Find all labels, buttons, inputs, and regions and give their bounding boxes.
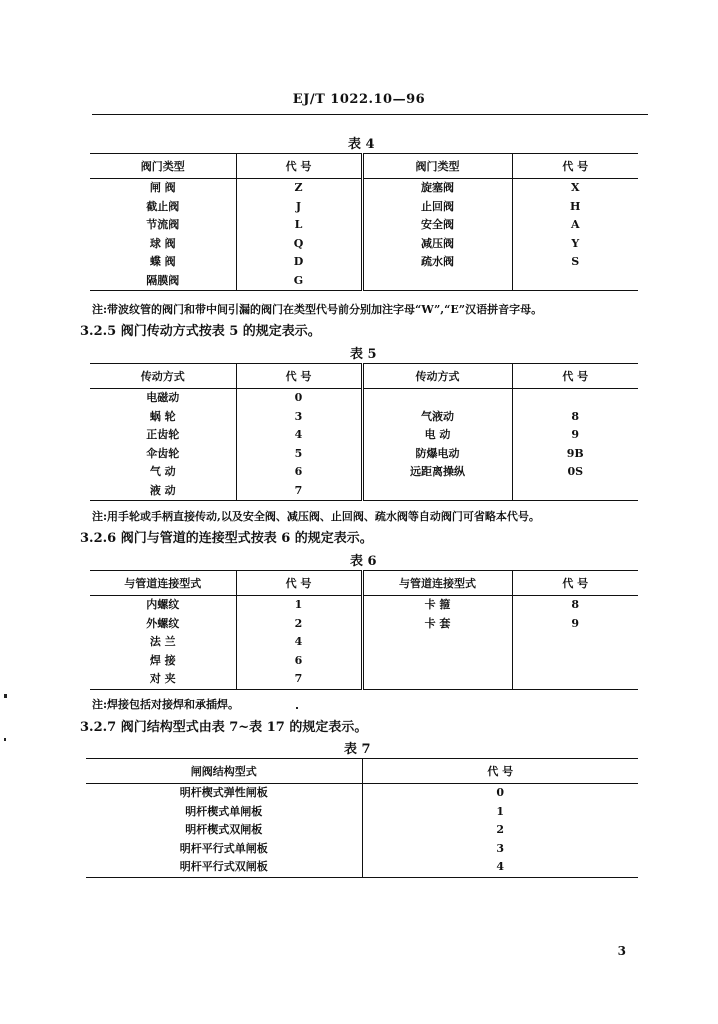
table4-cell: 止回阀 xyxy=(362,198,512,217)
table4-cell: 隔膜阀 xyxy=(90,272,236,291)
table5-row xyxy=(90,482,638,501)
table5-cell: 液 动 xyxy=(90,482,236,501)
table4-cell: Z xyxy=(236,179,362,198)
table6 xyxy=(90,570,638,690)
table7-row xyxy=(86,858,638,877)
table7-cell: 明杆楔式双闸板 xyxy=(86,821,362,840)
table5-cell: 4 xyxy=(236,426,362,445)
table5-cell xyxy=(512,482,638,501)
table6-row xyxy=(90,670,638,689)
table5-row xyxy=(90,463,638,482)
table6-cell: 卡 套 xyxy=(362,615,512,634)
table5-row xyxy=(90,389,638,408)
table4-cell: J xyxy=(236,198,362,217)
table6-cell xyxy=(362,670,512,689)
table4-cell: 疏水阀 xyxy=(362,253,512,272)
table4-cell: 安全阀 xyxy=(362,216,512,235)
table4-caption: 表 4 xyxy=(348,137,375,152)
table7-cell: 3 xyxy=(496,841,505,855)
table5-row xyxy=(90,426,638,445)
table5-cell: 5 xyxy=(236,445,362,464)
table5-cell: 8 xyxy=(571,409,580,423)
table5-header-cell: 传动方式 xyxy=(90,364,236,389)
table5-cell xyxy=(512,389,638,408)
table4-cell: 截止阀 xyxy=(90,198,236,217)
table6-header-cell: 与管道连接型式 xyxy=(90,571,236,596)
table5-row xyxy=(90,445,638,464)
table4 xyxy=(90,153,638,291)
table4-header-cell: 阀门类型 xyxy=(90,154,236,179)
table4-cell: D xyxy=(236,253,362,272)
table5-cell xyxy=(362,482,512,501)
table4-row xyxy=(90,272,638,291)
table5-caption: 表 5 xyxy=(350,347,377,362)
table6-cell xyxy=(362,633,512,652)
table5-cell: 0 xyxy=(236,389,362,408)
table6-cell: 焊 接 xyxy=(90,652,236,671)
table6-cell xyxy=(512,633,638,652)
table5-cell xyxy=(362,389,512,408)
table7-cell: 明杆楔式弹性闸板 xyxy=(86,784,362,803)
header-rule xyxy=(92,114,648,115)
table6-cell: 8 xyxy=(571,598,580,611)
table7-caption: 表 7 xyxy=(344,742,371,757)
table7-cell: 明杆平行式双闸板 xyxy=(86,858,362,877)
table7-row xyxy=(86,840,638,859)
table6-cell: 1 xyxy=(236,596,362,615)
table5-cell: 7 xyxy=(236,482,362,501)
table5-cell: 9 xyxy=(571,428,580,441)
section-3-2-7: 3.2.7 阀门结构型式由表 7~表 17 的规定表示。 xyxy=(80,720,368,735)
table5-cell: 3 xyxy=(236,408,362,427)
table4-cell: H xyxy=(570,199,581,213)
table4-cell: 闸 阀 xyxy=(90,179,236,198)
table6-note: 注:焊接包括对接焊和承插焊。 xyxy=(92,698,240,711)
table4-cell: S xyxy=(571,255,580,268)
section-3-2-6: 3.2.6 阀门与管道的连接型式按表 6 的规定表示。 xyxy=(80,531,373,546)
table6-row xyxy=(90,596,638,615)
table7-cell: 明杆平行式单闸板 xyxy=(86,840,362,859)
table5-cell: 6 xyxy=(236,463,362,482)
table7-row xyxy=(86,784,638,803)
table7-cell: 2 xyxy=(496,823,505,836)
table4-cell: 节流阀 xyxy=(90,216,236,235)
table6-cell: 6 xyxy=(236,652,362,671)
table4-row xyxy=(90,253,638,272)
table4-cell: 旋塞阀 xyxy=(362,179,512,198)
table4-cell xyxy=(362,272,512,291)
table5-cell: 9B xyxy=(566,446,584,460)
table4-header-cell: 代 号 xyxy=(236,154,362,179)
table4-row xyxy=(90,198,638,217)
table4-header-cell: 阀门类型 xyxy=(362,154,512,179)
table5-header-cell: 传动方式 xyxy=(362,364,512,389)
table5-header-cell: 代 号 xyxy=(512,364,638,389)
table7-cell: 明杆楔式单闸板 xyxy=(86,803,362,822)
table6-cell: 7 xyxy=(236,670,362,689)
table7-header-cell: 代 号 xyxy=(362,759,638,784)
table6-cell: 卡 箍 xyxy=(362,596,512,615)
scan-speck xyxy=(4,738,6,741)
table4-cell: 减压阀 xyxy=(362,235,512,254)
table6-cell: 对 夹 xyxy=(90,670,236,689)
table4-row xyxy=(90,235,638,254)
table5-cell: 伞齿轮 xyxy=(90,445,236,464)
table7-cell: 4 xyxy=(496,860,505,873)
scan-speck xyxy=(4,694,7,698)
document-code-header: EJ/T 1022.10—96 xyxy=(292,92,426,107)
table7-row xyxy=(86,821,638,840)
table4-cell: X xyxy=(570,181,580,194)
table6-cell: 4 xyxy=(236,633,362,652)
table4-row xyxy=(90,216,638,235)
table4-cell: 球 阀 xyxy=(90,235,236,254)
table6-header-cell: 代 号 xyxy=(512,571,638,596)
table7-cell: 0 xyxy=(496,786,505,799)
table6-row xyxy=(90,652,638,671)
table5-header-cell: 代 号 xyxy=(236,364,362,389)
table6-cell xyxy=(362,652,512,671)
table7 xyxy=(86,758,638,878)
table6-cell xyxy=(512,652,638,671)
table6-cell: 9 xyxy=(571,616,580,630)
table5-cell: 气 动 xyxy=(90,463,236,482)
table5-cell: 正齿轮 xyxy=(90,426,236,445)
table6-row xyxy=(90,615,638,634)
table4-cell xyxy=(512,272,638,291)
table5-cell: 气液动 xyxy=(362,408,512,427)
table4-row xyxy=(90,179,638,198)
table5 xyxy=(90,363,638,501)
table6-caption: 表 6 xyxy=(350,554,377,569)
table5-row xyxy=(90,408,638,427)
table6-cell: 2 xyxy=(236,615,362,634)
table4-cell: L xyxy=(236,216,362,235)
table7-row xyxy=(86,803,638,822)
table6-header-cell: 代 号 xyxy=(236,571,362,596)
table4-cell: G xyxy=(236,272,362,291)
table5-cell: 蜗 轮 xyxy=(90,408,236,427)
table4-note: 注:带波纹管的阀门和带中间引漏的阀门在类型代号前分别加注字母“W”,“E”汉语拼音字母。 xyxy=(92,303,543,316)
table4-cell: A xyxy=(570,218,580,231)
table6-cell: 外螺纹 xyxy=(90,615,236,634)
scan-speck xyxy=(296,707,298,709)
table6-row xyxy=(90,633,638,652)
table5-cell: 防爆电动 xyxy=(362,445,512,464)
table7-cell: 1 xyxy=(496,804,505,818)
table4-header-cell: 代 号 xyxy=(512,154,638,179)
table4-cell: Y xyxy=(571,236,580,250)
table5-cell: 电 动 xyxy=(362,426,512,445)
section-3-2-5: 3.2.5 阀门传动方式按表 5 的规定表示。 xyxy=(80,324,321,339)
table4-cell: 蝶 阀 xyxy=(90,253,236,272)
table6-header-cell: 与管道连接型式 xyxy=(362,571,512,596)
table6-cell xyxy=(512,670,638,689)
table5-note: 注:用手轮或手柄直接传动,以及安全阀、减压阀、止回阀、疏水阀等自动阀门可省略本代号。 xyxy=(92,510,540,523)
table4-cell: Q xyxy=(236,235,362,254)
page-number: 3 xyxy=(617,944,626,958)
table6-cell: 内螺纹 xyxy=(90,596,236,615)
table6-cell: 法 兰 xyxy=(90,633,236,652)
table5-cell: 远距离操纵 xyxy=(362,463,512,482)
table5-cell: 0S xyxy=(567,465,584,478)
table5-cell: 电磁动 xyxy=(90,389,236,408)
table7-header-cell: 闸阀结构型式 xyxy=(86,759,362,784)
